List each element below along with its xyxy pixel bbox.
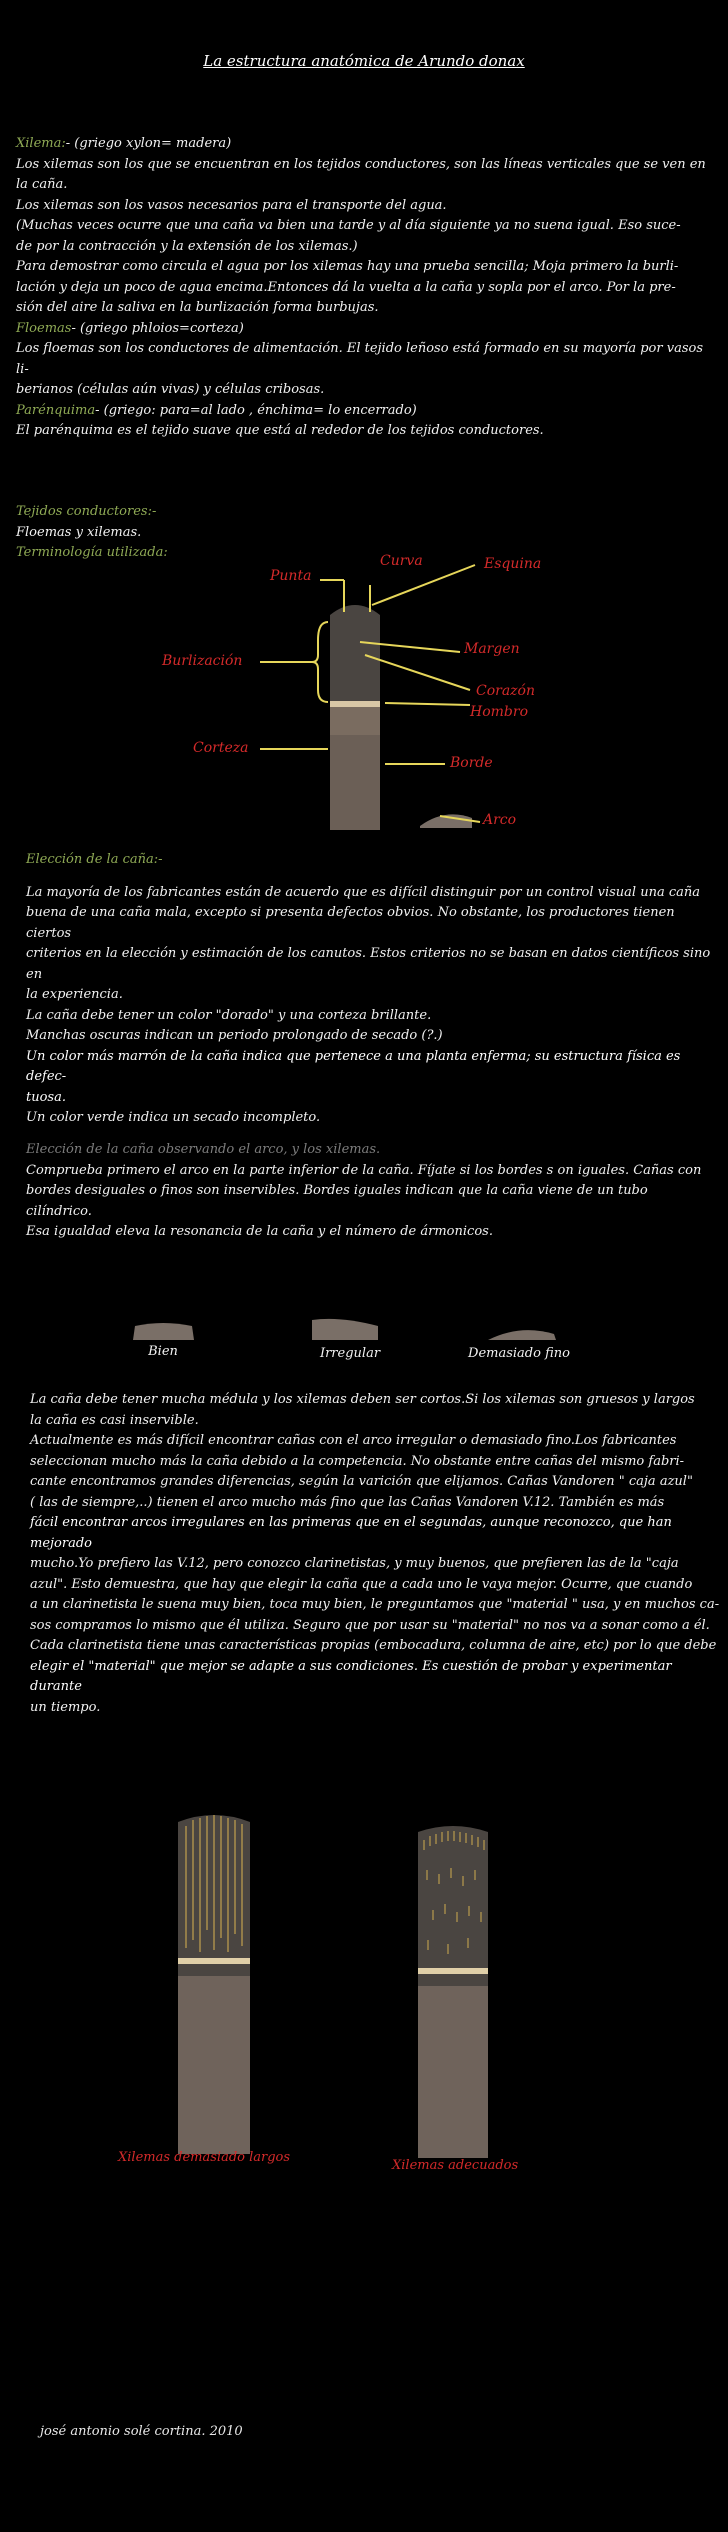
- section-medula: [30, 1390, 720, 1718]
- floema-heading: [16, 319, 716, 340]
- label-margen: Margen: [464, 641, 520, 657]
- eleccion-line: La caña debe tener un color "dorado" y una corteza brillante.: [26, 1007, 432, 1023]
- tejidos-heading: Tejidos conductores:-: [16, 504, 157, 519]
- xilema-line: de por la contracción y la extensión de los xilemas.): [16, 238, 358, 254]
- medula-line: Cada clarinetista tiene unas características propias (embocadura, columna de aire, etc) por lo que debe: [30, 1638, 717, 1653]
- floemas-xilemas-text: Floemas y xilemas.: [16, 524, 142, 540]
- eleccion-line: La mayoría de los fabricantes están de acuerdo que es difícil distinguir por un control visual una caña: [26, 884, 700, 900]
- label-curva: Curva: [380, 553, 423, 569]
- medula-line: a un clarinetista le suena muy bien, toca muy bien, le preguntamos que "material " usa, y en muchos ca-: [30, 1597, 720, 1612]
- section-definitions: [16, 134, 716, 442]
- medula-line: Actualmente es más difícil encontrar cañas con el arco irregular o demasiado fino.Los fabricantes: [30, 1433, 677, 1448]
- floema-term: Floemas: [16, 320, 72, 336]
- eleccion-heading: Elección de la caña:-: [26, 852, 163, 867]
- label-hombro: Hombro: [470, 704, 528, 720]
- parenquima-heading: [16, 401, 716, 422]
- xilema-line: Los xilemas son los vasos necesarios para el transporte del agua.: [16, 197, 447, 213]
- floema-etymology: - (griego phloios=corteza): [71, 320, 244, 336]
- label-borde: Borde: [450, 755, 493, 771]
- label-punta: Punta: [270, 568, 312, 584]
- author-credit: josé antonio solé cortina. 2010: [40, 2424, 243, 2439]
- floema-line: berianos (células aún vivas) y células cribosas.: [16, 382, 325, 397]
- medula-line: ( las de siempre,..) tienen el arco mucho más fino que las Cañas Vandoren V.12. También es más: [30, 1494, 665, 1510]
- eleccion-line: la experiencia.: [26, 987, 123, 1002]
- eleccion-line: Manchas oscuras indican un periodo prolongado de secado (?.): [26, 1028, 443, 1043]
- floema-line: Los floemas son los conductores de alimentación. El tejido leñoso está formado en su mayoría por vasos li-: [16, 341, 703, 377]
- reed-anatomy-diagram: [0, 540, 728, 840]
- reed-vamp-shape: [330, 605, 380, 701]
- profile-caption-fino: Demasiado fino: [468, 1346, 570, 1361]
- eleccion-line: Un color verde indica un secado incompleto.: [26, 1110, 321, 1125]
- medula-line: seleccionan mucho más la caña debido a la competencia. No obstante entre cañas del mismo fabri-: [30, 1453, 685, 1469]
- arco-line: Comprueba primero el arco en la parte inferior de la caña. Fíjate si los bordes s on iguales. Cañas con: [26, 1162, 702, 1178]
- medula-line: La caña debe tener mucha médula y los xilemas deben ser cortos.Si los xilemas son gruesos y largos: [30, 1392, 695, 1407]
- xilema-etymology: - (griego xylon= madera): [65, 136, 232, 151]
- medula-line: elegir el "material" que mejor se adapte a sus condiciones. Es cuestión de probar y experimentar durante: [30, 1658, 672, 1694]
- xilema-term: Xilema:: [16, 136, 66, 151]
- xilema-line: Para demostrar como circula el agua por los xilemas hay una prueba sencilla; Moja primero la burli-: [16, 259, 679, 274]
- medula-line: fácil encontrar arcos irregulares en las primeras que en el segundas, aunque reconozco, que han mejorado: [30, 1515, 672, 1551]
- page-title: La estructura anatómica de Arundo donax: [203, 52, 525, 70]
- profile-caption-irregular: Irregular: [319, 1346, 381, 1361]
- parenquima-line: El parénquima es el tejido suave que está al rededor de los tejidos conductores.: [16, 423, 544, 438]
- arco-line: Esa igualdad eleva la resonancia de la caña y el número de ármonicos.: [26, 1224, 493, 1239]
- xilema-line: Los xilemas son los que se encuentran en los tejidos conductores, son las líneas verticales que se ven en la caña.: [16, 156, 706, 192]
- eleccion-line: buena de una caña mala, excepto si presenta defectos obvios. No obstante, los productores tienen ciertos: [26, 905, 675, 941]
- medula-line: sos compramos lo mismo que él utiliza. Seguro que por usar su "material" no nos va a sonar como a él.: [30, 1617, 710, 1633]
- caption-adequate-xylems: Xilemas adecuados: [392, 2158, 519, 2173]
- profile-bien-shape: [133, 1323, 194, 1340]
- section-eleccion: [26, 850, 716, 1129]
- arco-heading: Elección de la caña observando el arco, y los xilemas.: [26, 1142, 381, 1157]
- reed-shoulder-line: [330, 701, 380, 707]
- profile-fino-shape: [488, 1330, 556, 1340]
- xilema-line: sión del aire la saliva en la burlización forma burbujas.: [16, 300, 379, 315]
- terminologia-heading: Terminología utilizada:: [16, 545, 168, 560]
- reed-adequate-xylems: [418, 1826, 488, 2158]
- eleccion-line: tuosa.: [26, 1089, 66, 1105]
- xilema-line: (Muchas veces ocurre que una caña va bien una tarde y al día siguiente ya no suena igual. Eso suce-: [16, 218, 681, 233]
- label-burlizacion: Burlización: [162, 653, 243, 669]
- parenquima-etymology: - (griego: para=al lado , énchima= lo encerrado): [95, 402, 417, 418]
- medula-line: azul". Esto demuestra, que hay que elegir la caña que a cada uno le vaya mejor. Ocurre, que cuando: [30, 1576, 693, 1592]
- caption-long-xylems: Xilemas demasiado largos: [118, 2150, 291, 2165]
- reed-long-xylems: [178, 1815, 250, 2154]
- label-corazon: Corazón: [476, 683, 536, 699]
- eleccion-line: criterios en la elección y estimación de los canutos. Estos criterios no se basan en datos científicos sino en: [26, 946, 711, 982]
- profile-irregular-shape: [312, 1319, 378, 1340]
- xilema-line: lación y deja un poco de agua encima.Entonces dá la vuelta a la caña y sopla por el arco. Por la pre-: [16, 279, 676, 295]
- burlizacion-brace: [312, 622, 328, 702]
- reed-bark-shape: [330, 735, 380, 830]
- label-esquina: Esquina: [484, 556, 542, 572]
- parenquima-term: Parénquima: [16, 402, 96, 418]
- medula-line: la caña es casi inservible.: [30, 1412, 199, 1428]
- medula-line: mucho.Yo prefiero las V.12, pero conozco clarinetistas, y muy buenos, que prefieren las de la "caja: [30, 1556, 679, 1571]
- label-corteza: Corteza: [193, 740, 249, 756]
- medula-line: cante encontramos grandes diferencias, según la varición que elijamos. Cañas Vandoren " caja azul": [30, 1474, 693, 1489]
- profile-caption-bien: Bien: [148, 1344, 178, 1359]
- section-arco: [26, 1140, 716, 1243]
- medula-line: un tiempo.: [30, 1699, 101, 1715]
- label-arco: Arco: [483, 812, 517, 828]
- reed-illustrations: [0, 1800, 728, 2180]
- arco-line: bordes desiguales o finos son inservibles. Bordes iguales indican que la caña viene de un tubo cilíndrico.: [26, 1183, 648, 1219]
- eleccion-line: Un color más marrón de la caña indica que pertenece a una planta enferma; su estructura física es defec-: [26, 1048, 681, 1084]
- xilema-heading: [16, 134, 716, 155]
